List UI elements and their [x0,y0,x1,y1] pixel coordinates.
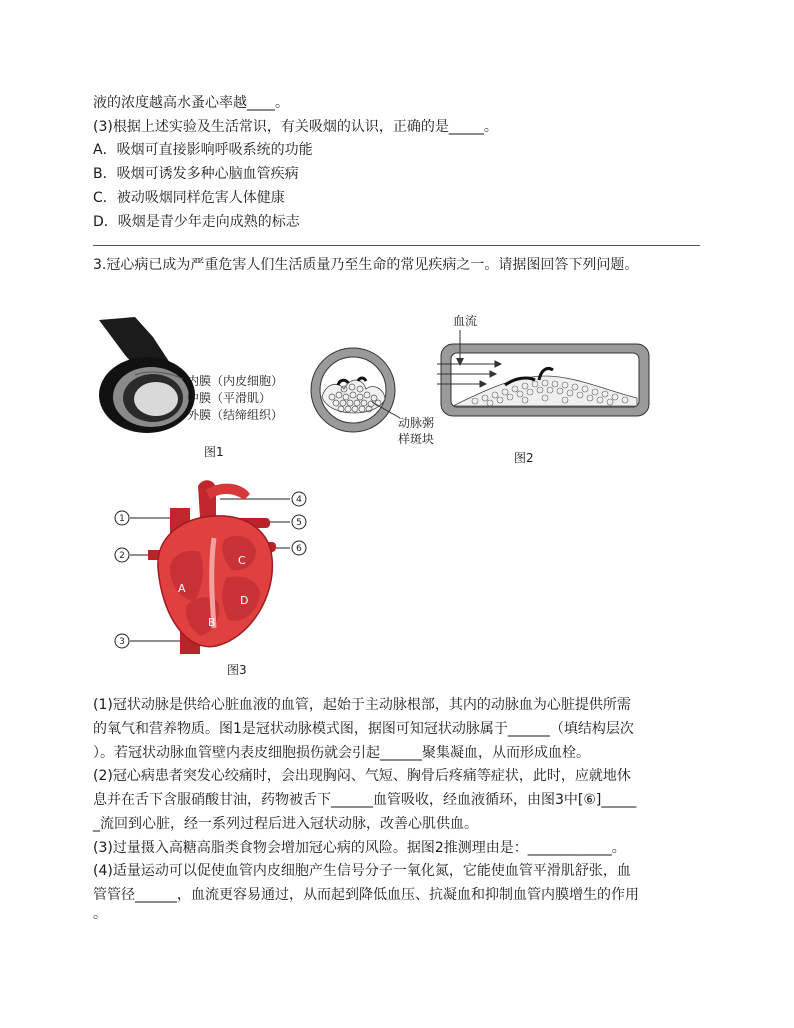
fig2-flow-arrow [450,328,470,368]
section-divider [93,245,700,246]
question-1-line-1: (1)冠状动脉是供给心脏血液的血管，起始于主动脉根部，其内的动脉血为心脏提供所需 [93,697,631,713]
option-c: C．被动吸烟同样危害人体健康 [93,190,285,206]
fig1-label-intima: 内膜（内皮细胞） [187,374,284,388]
fig1-label-media: 中膜（平滑肌） [187,391,272,405]
question-3-intro: 3.冠心病已成为严重危害人们生活质量乃至生命的常见疾病之一。请据图回答下列问题。 [93,257,639,273]
svg-text:6: 6 [296,544,302,554]
svg-text:2: 2 [119,551,125,561]
svg-text:1: 1 [119,514,125,524]
question-2-line-3: _流回到心脏，经一系列过程后进入冠状动脉，改善心肌供血。 [93,816,478,832]
question-4-line-1: (4)适量运动可以促使血管内皮细胞产生信号分子一氧化氮，它能使血管平滑肌舒张，血 [93,863,631,879]
option-b: B．吸烟可诱发多种心脑血管疾病 [93,166,299,182]
fig2-plaque-label-1: 动脉粥 [398,416,435,430]
svg-text:3: 3 [119,637,125,647]
svg-text:C: C [238,554,246,567]
option-d: D．吸烟是青少年走向成熟的标志 [93,214,300,230]
figure-1-artery [95,315,195,435]
svg-text:A: A [178,582,186,595]
question-4-line-3: 。 [93,906,107,922]
svg-text:B: B [208,616,216,629]
fig1-caption: 图1 [204,445,224,459]
question-3-line: (3)过量摄入高糖高脂类食物会增加冠心病的风险。据图2推测理由是：____________。 [93,840,626,856]
svg-text:4: 4 [296,495,302,505]
question-2-line-1: (2)冠心病患者突发心绞痛时，会出现胸闷、气短、胸骨后疼痛等症状，此时，应就地休 [93,768,631,784]
fig1-label-adventitia: 外膜（结缔组织） [187,408,284,422]
option-a: A．吸烟可直接影响呼吸系统的功能 [93,142,313,158]
question-1-line-3: ）。若冠状动脉血管壁内表皮细胞损伤就会引起______聚集凝血，从而形成血栓。 [93,745,590,761]
prev-question-3: (3)根据上述实验及生活常识，有关吸烟的认识，正确的是_____。 [93,119,498,135]
question-1-line-2: 的氧气和营养物质。图1是冠状动脉模式图，据图可知冠状动脉属于______（填结构层次 [93,721,634,737]
figure-2-cross-section [308,345,398,435]
question-4-line-2: 管管径______，血流更容易通过，从而起到降低血压、抗凝血和抑制血管内膜增生的作用 [93,887,639,903]
svg-text:5: 5 [296,518,302,528]
fig2-caption: 图2 [514,451,534,465]
question-2-line-2: 息并在舌下含服硝酸甘油，药物被舌下______血管吸收，经血液循环，由图3中[⑥]_____ [93,792,637,808]
fig2-plaque-label-2: 样斑块 [398,432,435,446]
svg-text:D: D [240,594,249,607]
fig2-flow-label: 血流 [453,314,478,328]
fig3-caption: 图3 [227,663,247,677]
figure-3-heart [110,478,320,660]
prev-question-line: 液的浓度越高水蚤心率越____。 [93,95,289,111]
